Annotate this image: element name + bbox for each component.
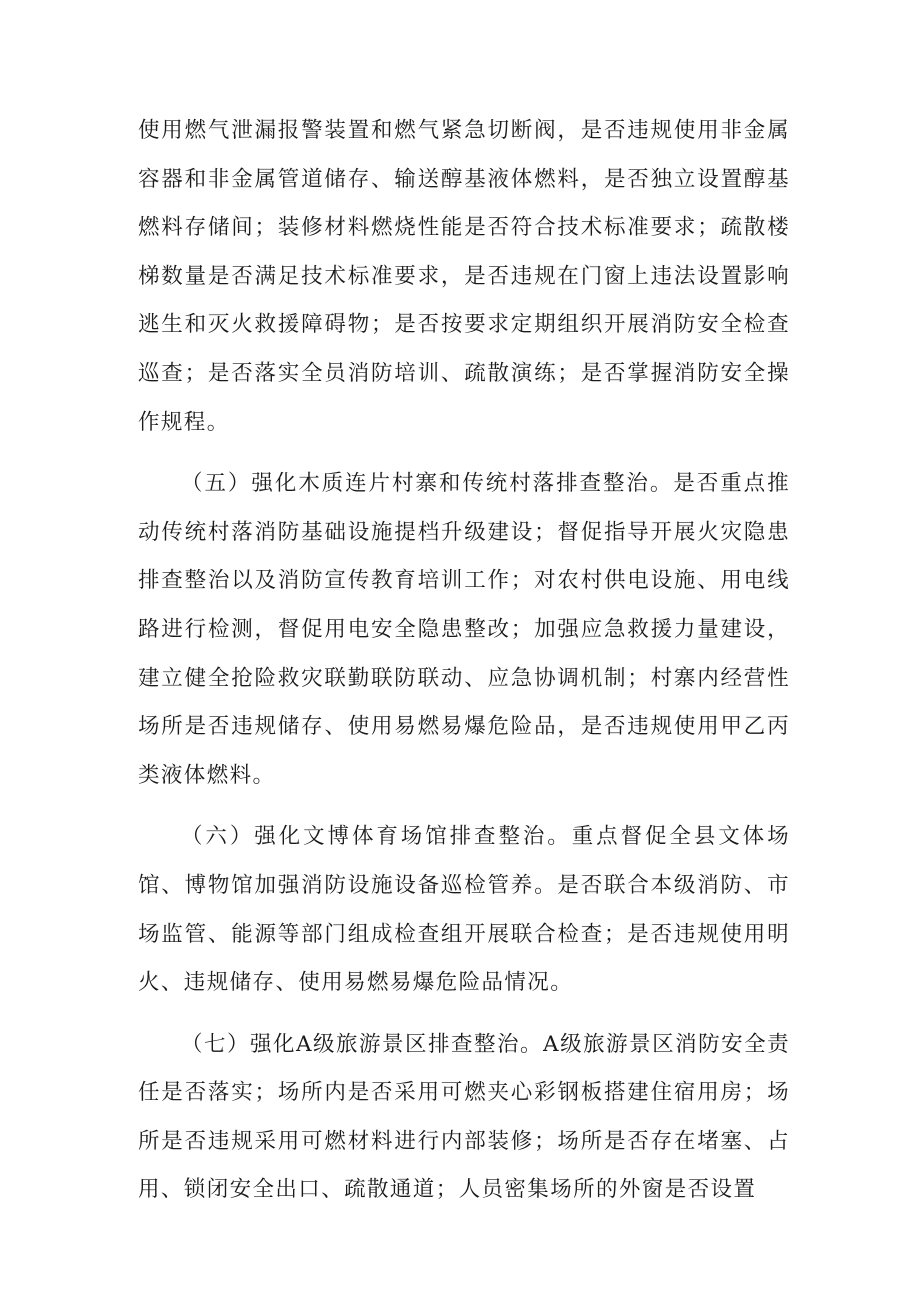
paragraph-section-seven: （七）强化A级旅游景区排查整治。A级旅游景区消防安全责任是否落实；场所内是否采用可燃夹心彩钢板搭建住宿用房；场所是否违规采用可燃材料进行内部装修；场所是否存在堵塞、占用、锁闭安全出口、疏散通道；人员密集场所的外窗是否设置 bbox=[138, 1031, 790, 1203]
paragraph-section-six: （六）强化文博体育场馆排查整治。重点督促全县文体场馆、博物馆加强消防设施设备巡检管养。是否联合本级消防、市场监管、能源等部门组成检查组开展联合检查；是否违规使用明火、违规储存、使用易燃易爆危险品情况。 bbox=[138, 824, 790, 996]
document-page bbox=[138, 107, 790, 1215]
paragraph-continuation: 使用燃气泄漏报警装置和燃气紧急切断阀，是否违规使用非金属容器和非金属管道储存、输送醇基液体燃料，是否独立设置醇基燃料存储间；装修材料燃烧性能是否符合技术标准要求；疏散楼梯数量是否满足技术标准要求，是否违规在门窗上违法设置影响逃生和灭火救援障碍物；是否按要求定期组织开展消防安全检查巡查；是否落实全员消防培训、疏散演练；是否掌握消防安全操作规程。 bbox=[138, 118, 790, 435]
paragraph-section-five: （五）强化木质连片村寨和传统村落排查整治。是否重点推动传统村落消防基础设施提档升级建设；督促指导开展火灾隐患排查整治以及消防宣传教育培训工作；对农村供电设施、用电线路进行检测，督促用电安全隐患整改；加强应急救援力量建设，建立健全抢险救灾联勤联防联动、应急协调机制；村寨内经营性场所是否违规储存、使用易燃易爆危险品，是否违规使用甲乙丙类液体燃料。 bbox=[138, 471, 790, 788]
